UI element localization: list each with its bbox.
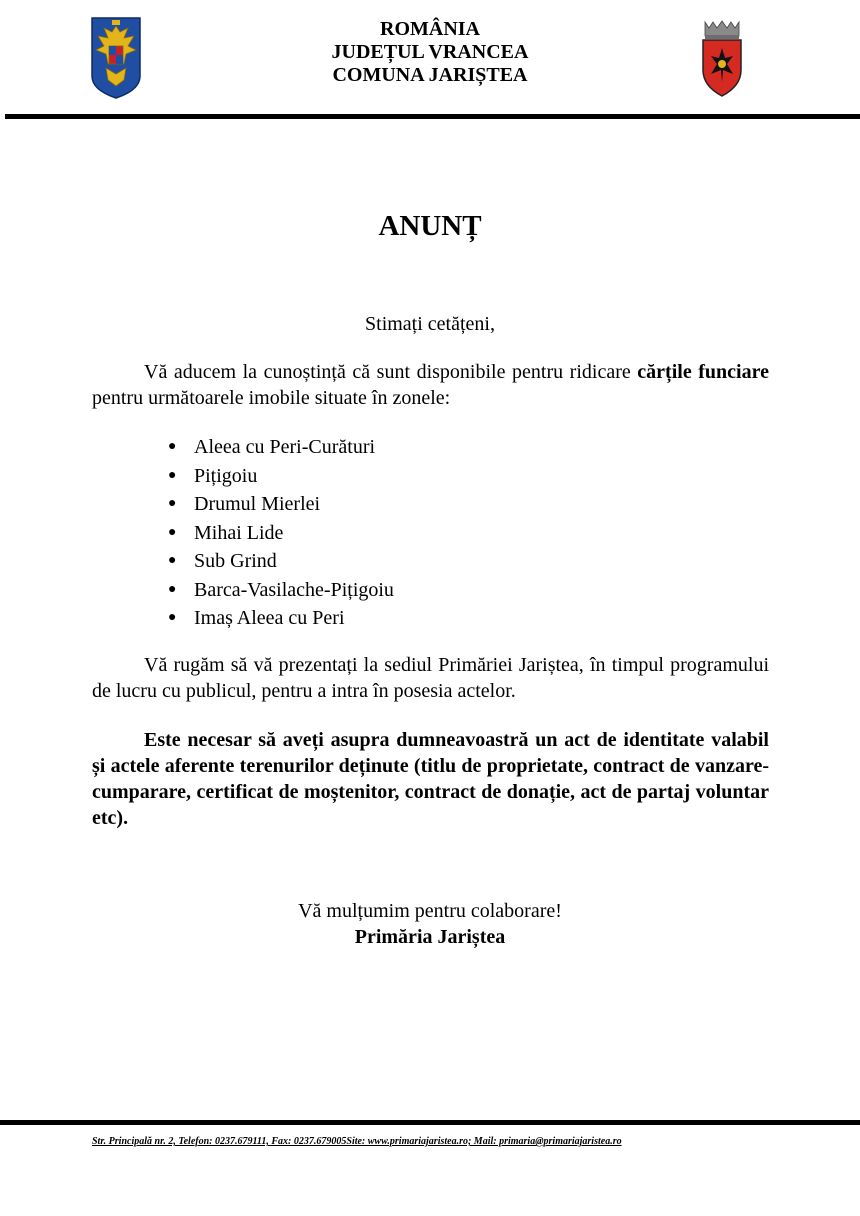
bullet-icon: ● (168, 467, 177, 483)
bullet-icon: ● (168, 610, 177, 625)
bullet-icon: ● (168, 581, 177, 597)
intro-text-before: Vă aducem la cunoștință că sunt disponibile pentru ridicare (144, 361, 638, 383)
footer-contact: Str. Principală nr. 2, Telefon: 0237.679111, Fax: 0237.679005Site: www.primariajaristea.ro; Mail: primaria@primariajaristea.ro (92, 1136, 622, 1147)
list-item: ● Aleea cu Peri-Curături (168, 433, 394, 462)
list-item: ● Sub Grind (168, 547, 394, 576)
requirements-paragraph (92, 727, 769, 831)
instructions-text: Vă rugăm să vă prezentați la sediul Primăriei Jariștea, în timpul programului de lucru cu publicul, pentru a intra în posesia actelor. (92, 654, 769, 702)
header-country: ROMÂNIA (380, 18, 480, 40)
intro-text-after: pentru următoarele imobile situate în zonele: (92, 387, 451, 409)
list-item: ● Imaș Aleea cu Peri (168, 604, 394, 633)
intro-bold-text: cărțile funciare (637, 361, 769, 383)
zones-list (168, 433, 394, 633)
list-item: ● Drumul Mierlei (168, 490, 394, 519)
header-county: JUDEȚUL VRANCEA (331, 41, 529, 63)
list-item: ● Mihai Lide (168, 519, 394, 548)
list-item: ● Pițigoiu (168, 462, 394, 491)
header-divider (5, 114, 860, 119)
instructions-paragraph (92, 652, 769, 704)
list-item: ● Barca-Vasilache-Pițigoiu (168, 576, 394, 605)
thanks-line: Vă mulțumim pentru colaborare! (298, 900, 562, 922)
signature: Primăria Jariștea (354, 926, 506, 948)
greeting: Stimați cetățeni, (365, 313, 495, 335)
bullet-icon: ● (168, 496, 177, 511)
bullet-icon: ● (168, 524, 177, 540)
bullet-icon: ● (168, 553, 177, 568)
header-commune: COMUNA JARIȘTEA (332, 64, 528, 86)
requirements-text: Este necesar să aveți asupra dumneavoastră un act de identitate valabil și actele aferente terenurilor deținute (titlu de proprietate, contract de vanzare-cumparare, certificat de moștenitor, contract de donație, act de partaj voluntar etc). (92, 729, 769, 829)
footer-divider (0, 1120, 860, 1125)
jaristea-coat-of-arms-icon (699, 18, 745, 98)
intro-paragraph (92, 359, 769, 411)
document-title: ANUNȚ (378, 210, 482, 242)
bullet-icon: ● (168, 439, 177, 454)
